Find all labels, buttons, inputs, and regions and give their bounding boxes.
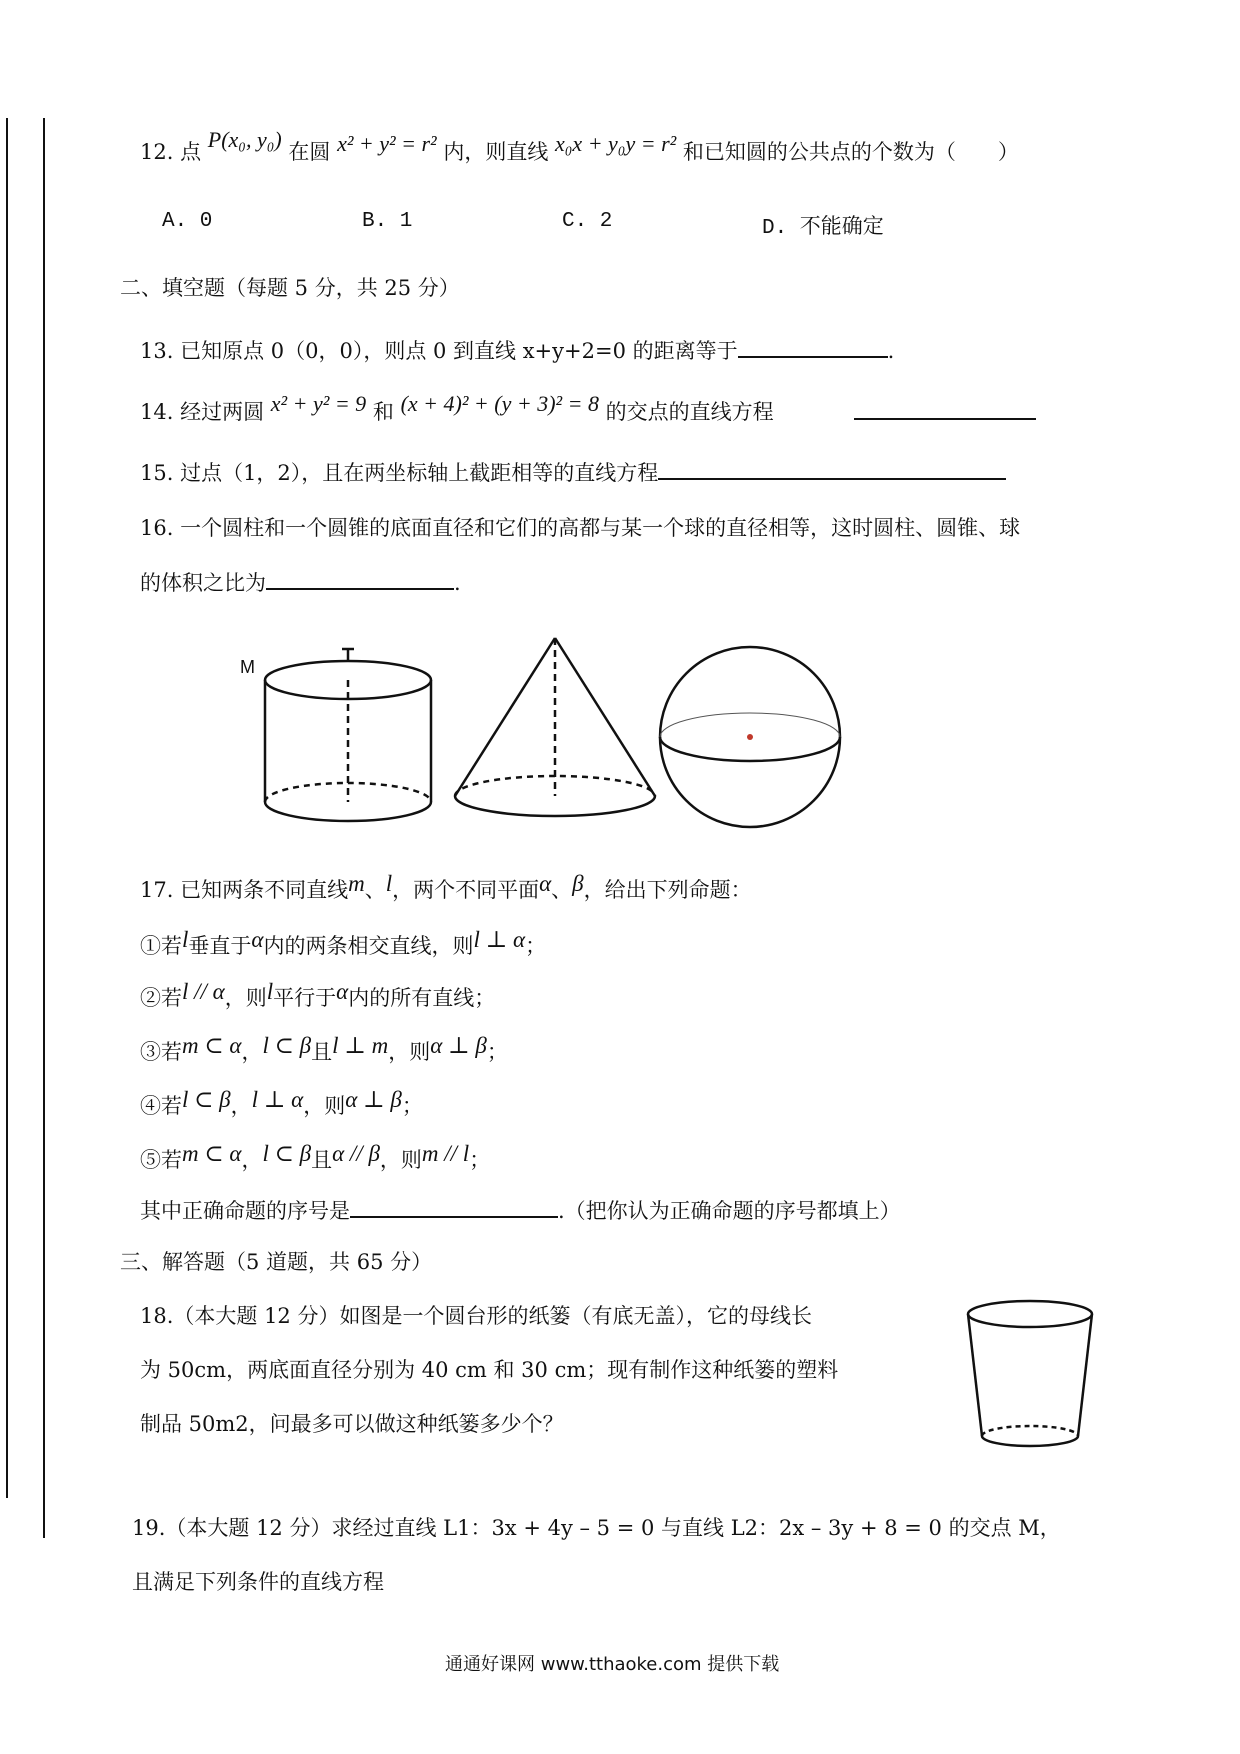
- question-18-line-2: 为 50cm，两底面直径分别为 40 cm 和 30 cm；现有制作这种纸篓的塑料: [140, 1358, 839, 1382]
- question-17-answer: 其中正确命题的序号是 .（把你认为正确命题的序号都填上）: [140, 1194, 901, 1225]
- proposition-3: ③若m ⊂ α，l ⊂ β且l ⊥ m，则α ⊥ β；: [140, 1033, 508, 1064]
- question-12: 12. 点 P(x₀, y₀) 在圆 x² + y² = r² 内，则直线 x₀x + y₀y = r² 和已知圆的公共点的个数为（ ）: [140, 127, 1019, 164]
- question-13: 13. 已知原点 0（0，0），则点 0 到直线 x+y+2=0 的距离等于 .: [140, 334, 894, 365]
- q12-point: P(x₀, y₀): [207, 127, 282, 152]
- q14-circle-1: x² + y² = 9: [270, 391, 367, 416]
- question-17-intro: 17. 已知两条不同直线m、l，两个不同平面α、β，给出下列命题：: [140, 871, 752, 902]
- question-15: 15. 过点（1，2），且在两坐标轴上截距相等的直线方程: [140, 456, 1006, 487]
- question-16-line-2: 的体积之比为 .: [140, 566, 461, 597]
- q14-circle-2: (x + 4)² + (y + 3)² = 8: [400, 391, 599, 416]
- q16-answer-blank[interactable]: [266, 566, 454, 590]
- margin-rule-right: [43, 118, 45, 1538]
- section-2-heading: 二、填空题（每题 5 分，共 25 分）: [120, 276, 460, 300]
- wastebasket-figure: [960, 1290, 1100, 1460]
- margin-rule-left: [6, 118, 8, 1498]
- question-14: 14. 经过两圆 x² + y² = 9 和 (x + 4)² + (y + 3)² = 8 的交点的直线方程: [140, 391, 774, 424]
- cone-diagram: [455, 638, 655, 816]
- proposition-5: ⑤若m ⊂ α，l ⊂ β且α // β，则m // l；: [140, 1141, 491, 1172]
- cylinder-diagram: [265, 649, 431, 821]
- proposition-1: ①若l垂直于α内的两条相交直线，则l ⊥ α；: [140, 927, 547, 958]
- q14-answer-blank[interactable]: [854, 396, 1036, 420]
- question-16-line-1: 16. 一个圆柱和一个圆锥的底面直径和它们的高都与某一个球的直径相等，这时圆柱、圆锥、球: [140, 516, 1021, 540]
- sphere-center-dot: [747, 734, 753, 740]
- q12-circle-eq: x² + y² = r²: [337, 131, 437, 156]
- proposition-2: ②若l // α，则l平行于α内的所有直线；: [140, 979, 496, 1010]
- q12-option-b: B. 1: [362, 210, 413, 233]
- question-19-line-1: 19.（本大题 12 分）求经过直线 L1：3x + 4y – 5 = 0 与直线 L2：2x – 3y + 8 = 0 的交点 M，: [132, 1516, 1061, 1540]
- page-footer: 通通好课网 www.tthaoke.com 提供下载: [445, 1654, 780, 1675]
- q15-answer-blank[interactable]: [658, 456, 1006, 480]
- q12-option-c: C. 2: [562, 210, 613, 233]
- question-18-line-3: 制品 50m2，问最多可以做这种纸篓多少个？: [140, 1412, 564, 1436]
- solids-figure: [230, 630, 890, 870]
- q12-option-d: D. 不能确定: [762, 217, 884, 240]
- q13-answer-blank[interactable]: [738, 334, 888, 358]
- section-3-heading: 三、解答题（5 道题，共 65 分）: [120, 1250, 433, 1274]
- proposition-4: ④若l ⊂ β，l ⊥ α，则α ⊥ β；: [140, 1087, 423, 1118]
- q12-option-a: A. 0: [162, 210, 213, 233]
- question-19-line-2: 且满足下列条件的直线方程: [132, 1570, 384, 1594]
- question-18-line-1: 18.（本大题 12 分）如图是一个圆台形的纸篓（有底无盖），它的母线长: [140, 1304, 812, 1328]
- cylinder-label-m: M: [240, 657, 255, 677]
- q17-answer-blank[interactable]: [350, 1194, 558, 1218]
- sphere-diagram: [660, 647, 840, 827]
- q12-line-eq: x₀x + y₀y = r²: [555, 131, 677, 156]
